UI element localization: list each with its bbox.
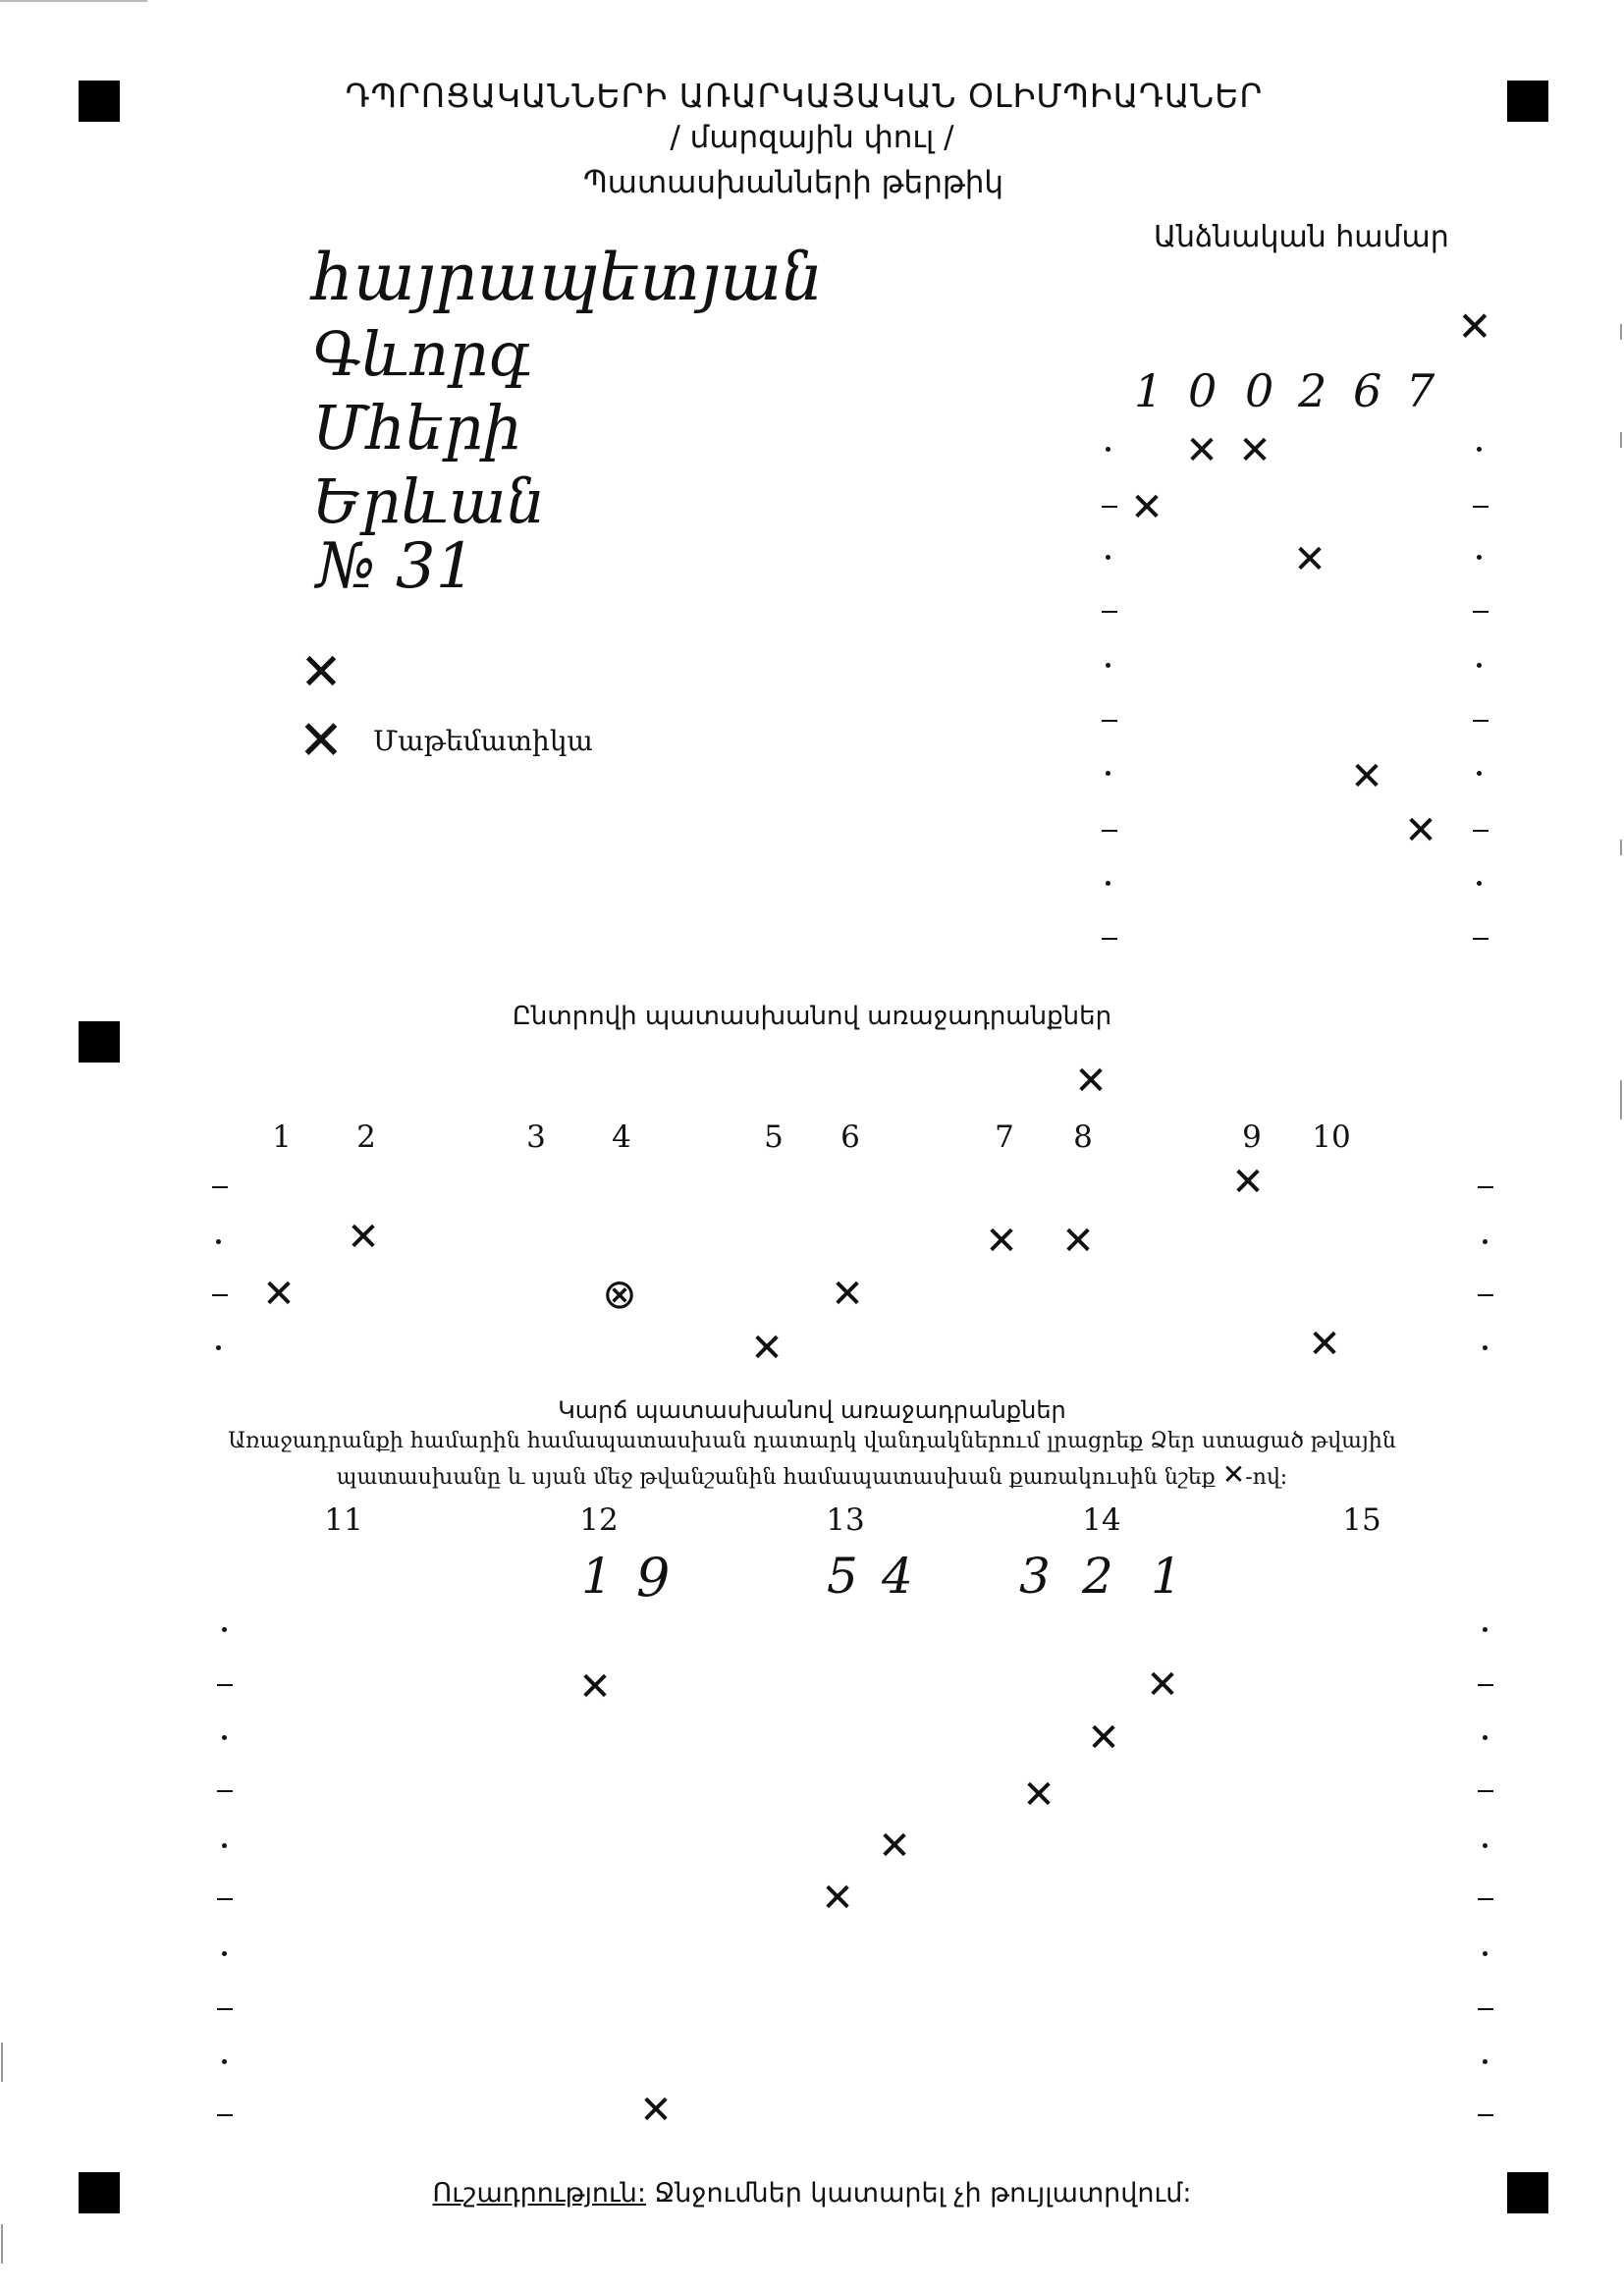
grid-dash (217, 1790, 233, 1792)
id-grid-corner-mark: ✕ (1457, 302, 1492, 351)
participant-school: № 31 (316, 530, 476, 603)
id-bubble-mark[interactable]: ✕ (1293, 537, 1326, 582)
footer-note-label: Ուշադրություն: (432, 2178, 646, 2209)
participant-first-name: Գևորգ (312, 318, 531, 390)
sa-answer-mark[interactable]: ✕ (639, 2088, 673, 2133)
grid-dot (222, 2059, 227, 2064)
mc-answer-mark-q7[interactable]: ✕ (985, 1219, 1018, 1264)
mc-answer-mark-q9[interactable]: ✕ (1231, 1160, 1265, 1205)
stage-label: / մարզային փուլ / (670, 120, 954, 155)
sa-question-number: 12 (579, 1502, 619, 1538)
sa-q14-digit-2: 2 (1082, 1548, 1113, 1605)
olympiad-title: ԴՊՐՈՑԱԿԱՆՆԵՐԻ ԱՌԱՐԿԱՅԱԿԱՆ ՕԼԻՄՊԻԱԴԱՆԵՐ (345, 77, 1264, 115)
grid-dot (216, 1239, 221, 1244)
mc-answer-mark-q8[interactable]: ✕ (1061, 1219, 1095, 1264)
grid-dash (1478, 2008, 1493, 2010)
sa-question-number: 11 (324, 1502, 363, 1538)
grid-dot (1106, 663, 1110, 668)
scan-artifact (1620, 432, 1622, 448)
mc-question-number: 6 (840, 1119, 860, 1155)
scan-artifact (1620, 840, 1622, 855)
grid-dot (1483, 1951, 1488, 1956)
grid-dot (216, 1345, 221, 1350)
grid-dash (217, 1898, 233, 1900)
grid-dash (1102, 938, 1117, 940)
grid-dot (222, 1735, 227, 1740)
grid-dash (1473, 506, 1489, 508)
grid-dot (1477, 447, 1482, 452)
id-digit-5: 6 (1353, 364, 1382, 417)
grid-dot (1106, 447, 1110, 452)
mc-question-number: 3 (526, 1119, 546, 1155)
grid-dash (1478, 1790, 1493, 1792)
sa-q12-digit-2: 9 (636, 1547, 671, 1609)
mc-question-number: 10 (1312, 1119, 1351, 1155)
id-bubble-mark[interactable]: ✕ (1185, 428, 1218, 473)
id-digit-2: 0 (1188, 364, 1218, 417)
grid-dash (1478, 1898, 1493, 1900)
grid-dot (1106, 771, 1110, 776)
mc-answer-mark-q6[interactable]: ✕ (831, 1272, 864, 1317)
scan-artifact (1620, 324, 1622, 340)
sa-q13-digit-2: 4 (882, 1548, 913, 1605)
mc-answer-mark-q5[interactable]: ✕ (750, 1326, 784, 1371)
mc-question-number: 7 (995, 1119, 1014, 1155)
grid-dash (212, 1294, 228, 1296)
grid-dot (1483, 1843, 1488, 1848)
sa-question-number: 14 (1082, 1502, 1121, 1538)
id-digit-6: 7 (1406, 364, 1435, 417)
mc-answer-mark-q10[interactable]: ✕ (1308, 1322, 1341, 1367)
multiple-choice-title: Ընտրովի պատասխանով առաջադրանքներ (512, 1002, 1112, 1031)
participant-patronymic: Մհերի (312, 392, 522, 464)
sa-q14-digit-3: 1 (1151, 1548, 1182, 1605)
id-bubble-mark[interactable]: ✕ (1350, 754, 1383, 799)
mc-question-number: 8 (1073, 1119, 1093, 1155)
mc-question-number: 9 (1242, 1119, 1262, 1155)
grid-dash (1102, 720, 1117, 722)
footer-note-text: Ջնջումներ կատարել չի թույլատրվում: (654, 2178, 1192, 2209)
mc-answer-mark-q2[interactable]: ✕ (347, 1215, 380, 1260)
grid-dot (1477, 555, 1482, 560)
grid-dot (222, 1951, 227, 1956)
grid-dash (1102, 506, 1117, 508)
grid-dot (1483, 2059, 1488, 2064)
short-answer-title: Կարճ պատասխանով առաջադրանքներ (558, 1396, 1066, 1424)
grid-dash (217, 2114, 233, 2116)
mc-question-number: 4 (612, 1119, 631, 1155)
id-digit-1: 1 (1134, 364, 1164, 417)
personal-number-label: Անձնական համար (1154, 220, 1449, 254)
id-digit-4: 2 (1298, 364, 1327, 417)
grid-dot (1477, 881, 1482, 886)
grid-dash (1473, 611, 1489, 613)
grid-dash (1478, 1684, 1493, 1686)
sa-q13-digit-1: 5 (827, 1548, 858, 1605)
grid-dash (1478, 1186, 1493, 1188)
grid-dash (1473, 830, 1489, 832)
subject-option-mark[interactable]: ✕ (299, 643, 343, 702)
grid-dot (1483, 1239, 1488, 1244)
instruction-text: պատասխանը և սյան մեջ թվանշանին համապատասխան քառակուսին նշեք (336, 1465, 1216, 1490)
grid-dash (1478, 1294, 1493, 1296)
sa-q12-digit-1: 1 (581, 1548, 613, 1605)
sa-answer-mark[interactable]: ✕ (821, 1876, 854, 1921)
id-bubble-mark[interactable]: ✕ (1130, 485, 1164, 530)
mc-answer-mark-q4[interactable]: ⊗ (602, 1270, 637, 1318)
grid-dot (222, 1843, 227, 1848)
scan-artifact (1, 2043, 3, 2082)
grid-dash (1473, 720, 1489, 722)
sa-answer-mark[interactable]: ✕ (878, 1824, 911, 1869)
grid-dot (1106, 881, 1110, 886)
id-bubble-mark[interactable]: ✕ (1238, 428, 1272, 473)
sa-question-number: 15 (1342, 1502, 1381, 1538)
grid-dash (1102, 830, 1117, 832)
grid-dot (1483, 1345, 1488, 1350)
subject-selected-mark[interactable]: ✕ (298, 709, 345, 773)
participant-city: Երևան (312, 465, 546, 537)
mc-answer-mark-q1[interactable]: ✕ (262, 1272, 296, 1317)
grid-dot (1477, 663, 1482, 668)
mc-question-number: 2 (356, 1119, 376, 1155)
grid-dot (1483, 1735, 1488, 1740)
sa-question-number: 13 (826, 1502, 865, 1538)
mc-corner-mark: ✕ (1074, 1059, 1108, 1104)
grid-dash (1478, 2114, 1493, 2116)
grid-dash (212, 1186, 228, 1188)
grid-dash (1473, 938, 1489, 940)
sa-q14-digit-1: 3 (1019, 1548, 1051, 1605)
mc-question-number: 1 (272, 1119, 292, 1155)
sa-answer-mark[interactable]: ✕ (1087, 1716, 1120, 1761)
scan-artifact (0, 0, 147, 2)
short-answer-instruction-line-1: Առաջադրանքի համարին համապատասխան դատարկ վանդակներում լրացրեք Ձեր ստացած թվային (228, 1429, 1396, 1453)
sa-answer-mark[interactable]: ✕ (1146, 1663, 1179, 1708)
short-answer-instruction-line-2 (0, 1458, 1624, 1491)
grid-dot (1106, 555, 1110, 560)
grid-dash (1102, 611, 1117, 613)
grid-dot (1477, 771, 1482, 776)
sa-answer-mark[interactable]: ✕ (578, 1664, 612, 1710)
grid-dash (217, 1684, 233, 1686)
grid-dot (1483, 1627, 1488, 1632)
id-bubble-mark[interactable]: ✕ (1404, 808, 1437, 853)
instruction-suffix: -ով: (1245, 1465, 1288, 1490)
subject-label: Մաթեմատիկա (373, 725, 593, 757)
footer-note (0, 2178, 1624, 2209)
grid-dot (222, 1627, 227, 1632)
scan-artifact (1620, 1080, 1622, 1119)
participant-surname: հայրապետյան (312, 240, 823, 315)
id-digit-3: 0 (1245, 364, 1274, 417)
answer-sheet-title: Պատասխանների թերթիկ (582, 165, 1004, 200)
grid-dash (217, 2008, 233, 2010)
sa-answer-mark[interactable]: ✕ (1022, 1773, 1056, 1818)
instruction-mark-sample: ✕ (1221, 1458, 1246, 1491)
scan-artifact (1, 2224, 3, 2264)
mc-question-number: 5 (764, 1119, 784, 1155)
